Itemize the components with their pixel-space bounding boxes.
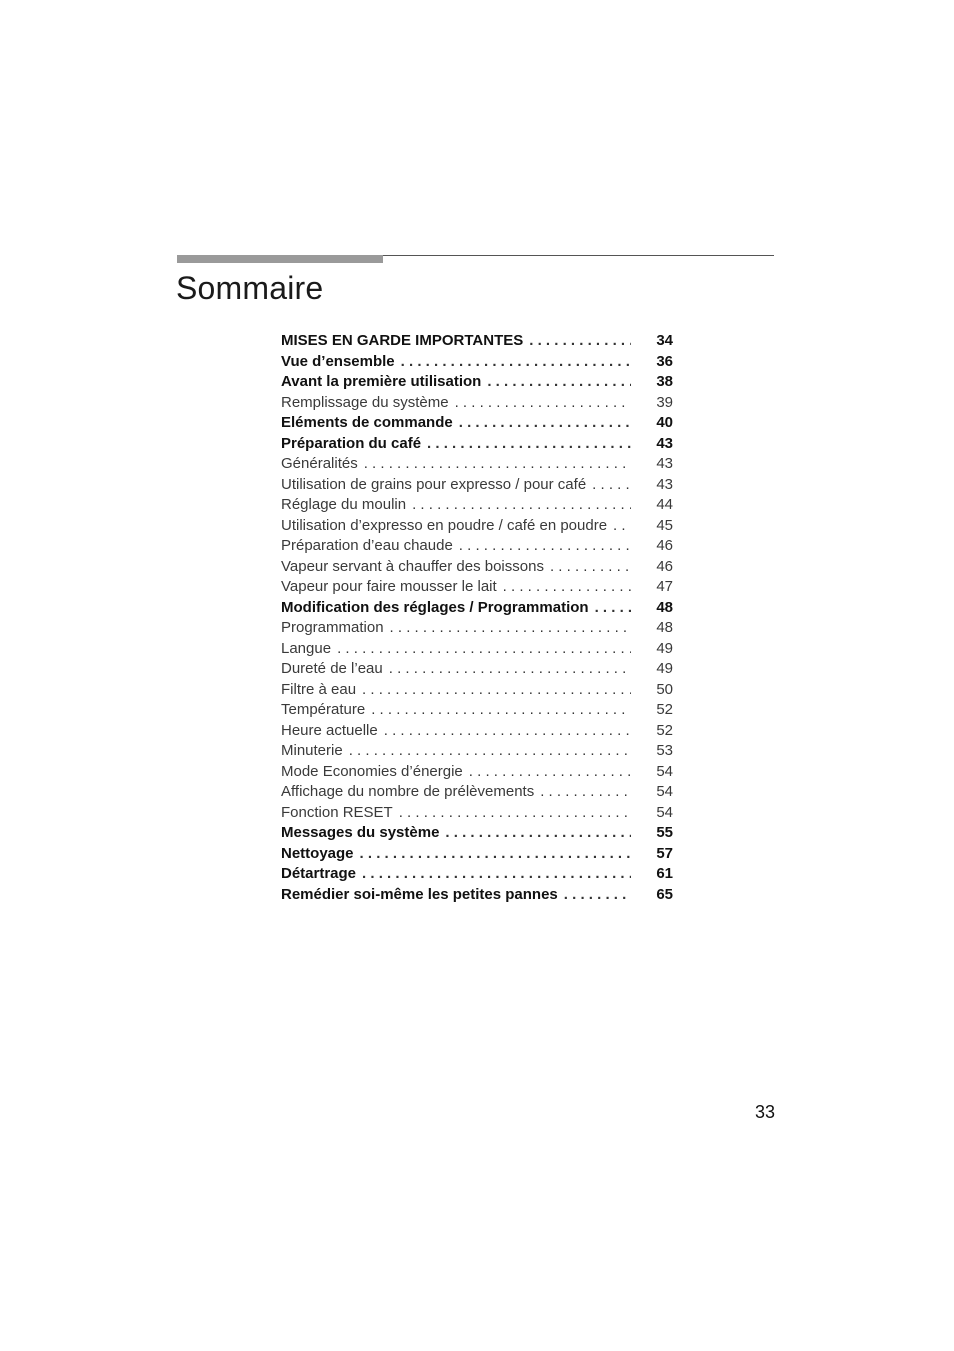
toc-entry[interactable] bbox=[281, 331, 673, 352]
toc-entry[interactable] bbox=[281, 618, 673, 639]
toc-dot-leader bbox=[412, 495, 631, 516]
toc-entry-label: Minuterie bbox=[281, 742, 343, 759]
toc-entry[interactable] bbox=[281, 495, 673, 516]
toc-entry-label: Avant la première utilisation bbox=[281, 373, 482, 390]
toc-entry[interactable] bbox=[281, 741, 673, 762]
toc-entry-page: 43 bbox=[656, 434, 673, 452]
toc-dot-leader bbox=[487, 372, 631, 393]
header-accent-bar bbox=[177, 255, 383, 263]
toc-entry-label: Messages du système bbox=[281, 824, 440, 841]
toc-entry[interactable] bbox=[281, 557, 673, 578]
toc-entry[interactable] bbox=[281, 434, 673, 455]
toc-entry[interactable] bbox=[281, 762, 673, 783]
toc-entry[interactable] bbox=[281, 516, 673, 537]
toc-dot-leader bbox=[427, 434, 631, 455]
toc-entry-label: Langue bbox=[281, 639, 332, 657]
toc-entry[interactable] bbox=[281, 700, 673, 721]
toc-dot-leader bbox=[371, 700, 631, 721]
toc-dot-leader bbox=[564, 885, 631, 906]
toc-entry[interactable] bbox=[281, 823, 673, 844]
toc-entry[interactable] bbox=[281, 536, 673, 557]
toc-entry-page: 48 bbox=[656, 598, 673, 616]
toc-entry-page: 54 bbox=[656, 762, 673, 780]
toc-entry-page: 48 bbox=[656, 619, 673, 636]
toc-entry-page: 45 bbox=[656, 516, 673, 534]
toc-entry-label: Programmation bbox=[281, 619, 384, 636]
page-title: Sommaire bbox=[176, 270, 324, 306]
toc-entry-label: Nettoyage bbox=[281, 844, 354, 862]
toc-entry-page: 50 bbox=[656, 680, 673, 698]
toc-entry-label: Eléments de commande bbox=[281, 414, 453, 431]
toc-dot-leader bbox=[595, 598, 631, 619]
toc-entry-page: 36 bbox=[656, 352, 673, 370]
toc-entry-page: 47 bbox=[656, 578, 673, 595]
toc-dot-leader bbox=[349, 741, 631, 762]
toc-dot-leader bbox=[529, 331, 631, 352]
toc-dot-leader bbox=[337, 639, 631, 660]
toc-entry-page: 49 bbox=[656, 639, 673, 657]
toc-entry[interactable] bbox=[281, 577, 673, 598]
toc-entry-label: Vapeur pour faire mousser le lait bbox=[281, 578, 497, 595]
toc-entry-page: 49 bbox=[656, 660, 673, 677]
toc-entry-page: 52 bbox=[656, 701, 673, 718]
toc-entry[interactable] bbox=[281, 659, 673, 680]
toc-entry-label: Détartrage bbox=[281, 865, 357, 882]
toc-entry-label: Remédier soi-même les petites pannes bbox=[281, 885, 558, 903]
toc-entry-page: 38 bbox=[656, 373, 673, 390]
toc-entry-page: 52 bbox=[656, 721, 673, 739]
toc-entry-label: Utilisation d’expresso en poudre / café en poudre bbox=[281, 516, 608, 534]
toc-entry-page: 61 bbox=[656, 865, 673, 882]
toc-dot-leader bbox=[390, 618, 631, 639]
toc-entry-page: 39 bbox=[656, 393, 673, 411]
toc-dot-leader bbox=[503, 577, 631, 598]
toc-entry-label: Température bbox=[281, 701, 366, 718]
toc-entry[interactable] bbox=[281, 475, 673, 496]
toc-dot-leader bbox=[459, 536, 631, 557]
toc-dot-leader bbox=[613, 516, 631, 537]
toc-entry-label: Vapeur servant à chauffer des boissons bbox=[281, 557, 544, 575]
toc-entry[interactable] bbox=[281, 864, 673, 885]
toc-entry-label: Filtre à eau bbox=[281, 680, 357, 698]
toc-entry-label: Remplissage du système bbox=[281, 393, 449, 411]
toc-entry[interactable] bbox=[281, 352, 673, 373]
toc-entry-page: 57 bbox=[656, 844, 673, 862]
toc-entry[interactable] bbox=[281, 598, 673, 619]
toc-entry-label: MISES EN GARDE IMPORTANTES bbox=[281, 332, 524, 349]
toc-dot-leader bbox=[469, 762, 631, 783]
toc-entry[interactable] bbox=[281, 393, 673, 414]
toc-dot-leader bbox=[389, 659, 631, 680]
toc-entry-label: Généralités bbox=[281, 455, 358, 472]
toc-dot-leader bbox=[384, 721, 631, 742]
toc-entry[interactable] bbox=[281, 803, 673, 824]
toc-entry-label: Affichage du nombre de prélèvements bbox=[281, 783, 535, 800]
toc-entry-label: Mode Economies d’énergie bbox=[281, 762, 463, 780]
toc-dot-leader bbox=[540, 782, 631, 803]
toc-dot-leader bbox=[399, 803, 631, 824]
toc-entry-page: 46 bbox=[656, 537, 673, 554]
toc-dot-leader bbox=[364, 454, 631, 475]
toc-entry[interactable] bbox=[281, 639, 673, 660]
toc-entry-label: Utilisation de grains pour expresso / pour café bbox=[281, 475, 587, 493]
toc-dot-leader bbox=[459, 413, 631, 434]
toc-dot-leader bbox=[360, 844, 631, 865]
toc-entry-label: Préparation d’eau chaude bbox=[281, 537, 453, 554]
toc-entry-label: Vue d’ensemble bbox=[281, 352, 395, 370]
toc-entry-label: Fonction RESET bbox=[281, 803, 393, 821]
toc-entry[interactable] bbox=[281, 413, 673, 434]
toc-dot-leader bbox=[550, 557, 631, 578]
toc-entry[interactable] bbox=[281, 454, 673, 475]
toc-entry[interactable] bbox=[281, 372, 673, 393]
toc-entry-page: 43 bbox=[656, 455, 673, 472]
toc-entry-label: Heure actuelle bbox=[281, 721, 378, 739]
toc-entry-page: 65 bbox=[656, 885, 673, 903]
table-of-contents bbox=[281, 331, 673, 905]
toc-entry-label: Modification des réglages / Programmation bbox=[281, 598, 589, 616]
toc-entry-page: 43 bbox=[656, 475, 673, 493]
toc-entry-page: 54 bbox=[656, 803, 673, 821]
toc-entry-page: 54 bbox=[656, 783, 673, 800]
toc-entry[interactable] bbox=[281, 885, 673, 906]
toc-entry[interactable] bbox=[281, 844, 673, 865]
toc-entry[interactable] bbox=[281, 782, 673, 803]
toc-dot-leader bbox=[362, 680, 631, 701]
toc-dot-leader bbox=[445, 823, 631, 844]
toc-entry-page: 55 bbox=[656, 824, 673, 841]
toc-entry-label: Réglage du moulin bbox=[281, 496, 407, 513]
page-number: 33 bbox=[754, 1102, 775, 1122]
toc-entry[interactable] bbox=[281, 680, 673, 701]
toc-dot-leader bbox=[455, 393, 631, 414]
toc-entry-page: 34 bbox=[656, 332, 673, 349]
toc-entry-page: 40 bbox=[656, 414, 673, 431]
toc-entry-page: 46 bbox=[656, 557, 673, 575]
toc-entry-page: 53 bbox=[656, 742, 673, 759]
toc-dot-leader bbox=[401, 352, 631, 373]
toc-entry-page: 44 bbox=[656, 496, 673, 513]
toc-entry[interactable] bbox=[281, 721, 673, 742]
toc-entry-label: Dureté de l’eau bbox=[281, 660, 383, 677]
toc-dot-leader bbox=[362, 864, 631, 885]
toc-dot-leader bbox=[592, 475, 631, 496]
toc-entry-label: Préparation du café bbox=[281, 434, 422, 452]
